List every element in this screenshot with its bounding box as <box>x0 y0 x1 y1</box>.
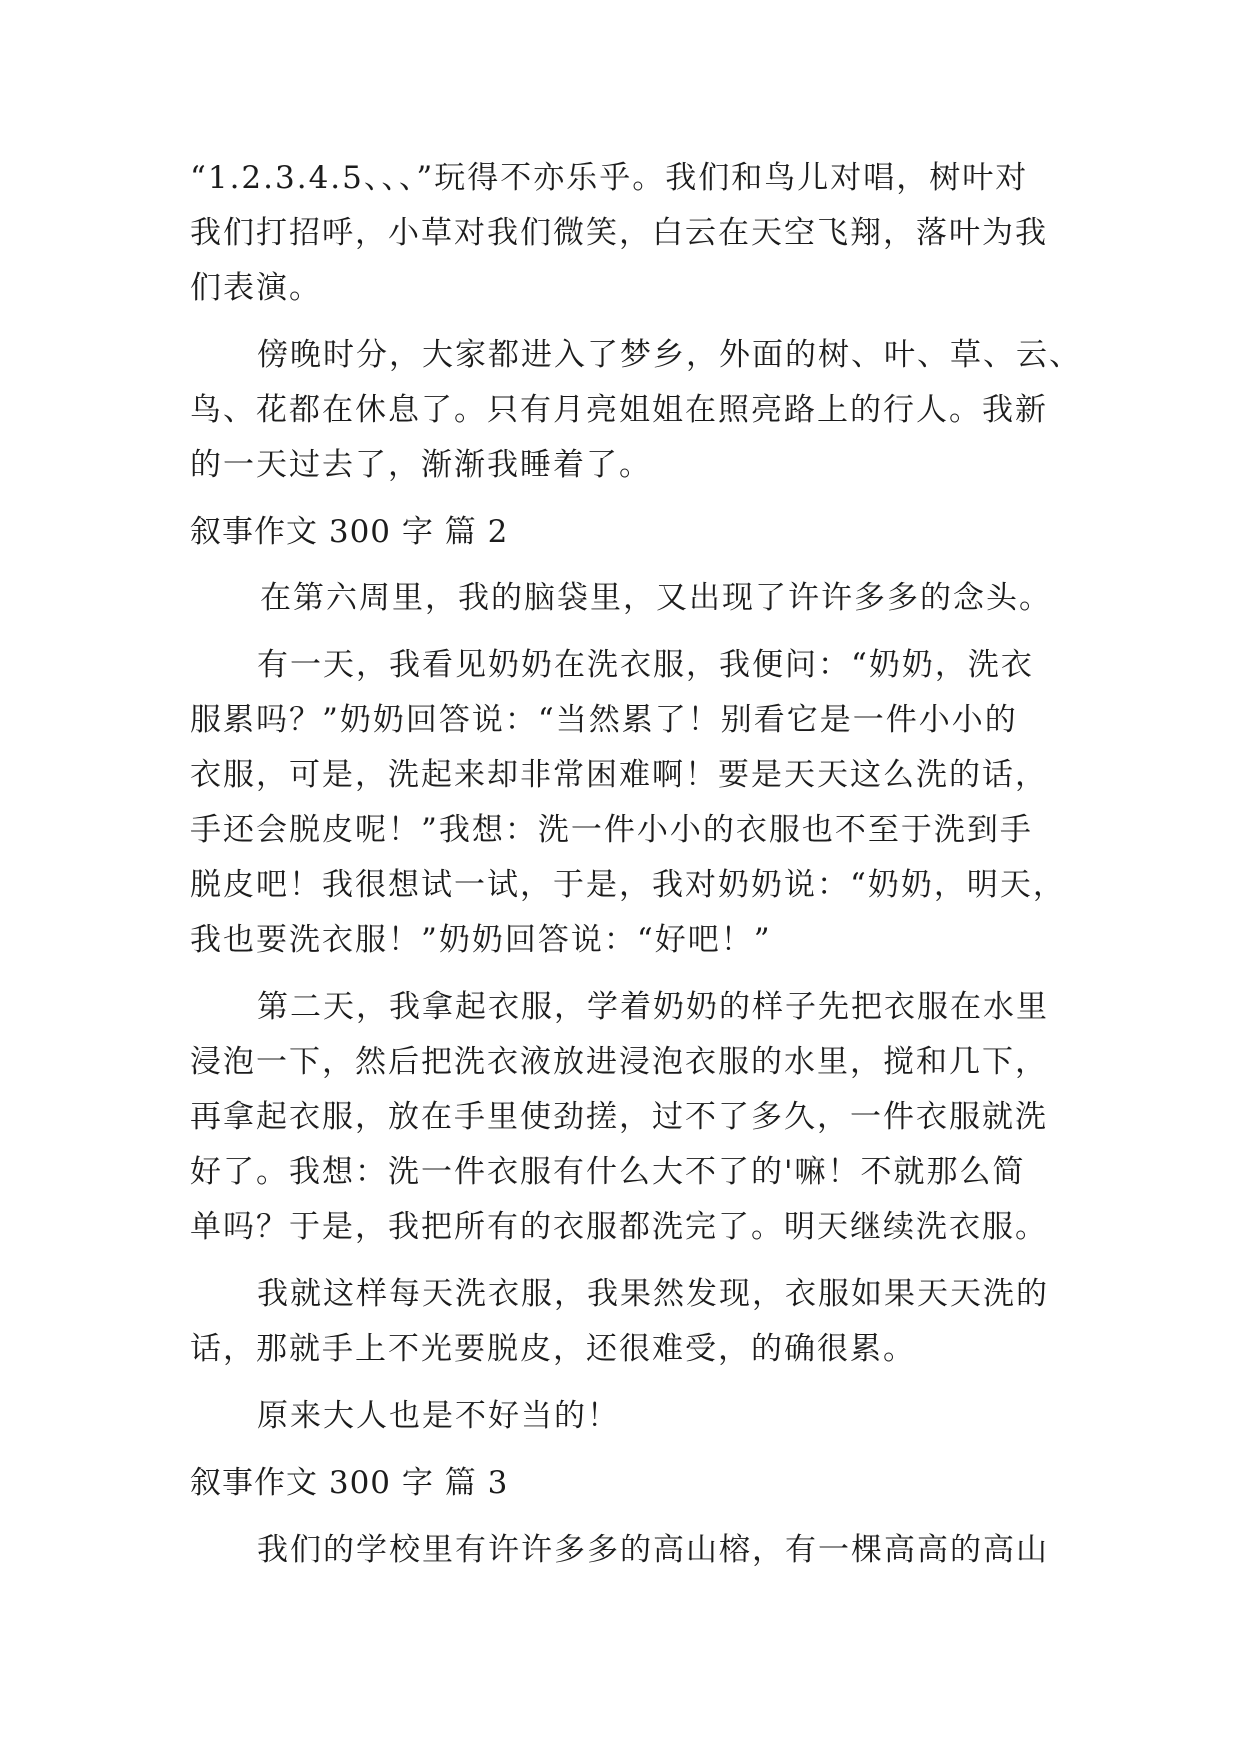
text-line: 衣服，可是，洗起来却非常困难啊！要是天天这么洗的话， <box>190 757 1048 793</box>
text-line: 手还会脱皮呢！”我想：洗一件小小的衣服也不至于洗到手 <box>190 812 1033 848</box>
text-line: 傍晚时分，大家都进入了梦乡，外面的树、叶、草、云、 <box>257 337 1082 373</box>
text-line: 我们打招呼，小草对我们微笑，白云在天空飞翔，落叶为我 <box>190 215 1048 251</box>
text-line: “1.2.3.4.5、、、”玩得不亦乐乎。我们和鸟儿对唱，树叶对 <box>190 160 1029 196</box>
text-line: 好了。我想：洗一件衣服有什么大不了的'嘛！不就那么简 <box>190 1154 1026 1190</box>
text-line: 有一天，我看见奶奶在洗衣服，我便问：“奶奶，洗衣 <box>257 647 1034 683</box>
text-line: 话，那就手上不光要脱皮，还很难受，的确很累。 <box>190 1331 916 1367</box>
text-line: 浸泡一下，然后把洗衣液放进浸泡衣服的水里，搅和几下， <box>190 1044 1048 1080</box>
text-line: 脱皮吧！我很想试一试，于是，我对奶奶说：“奶奶，明天， <box>190 867 1066 903</box>
section-heading: 叙事作文 300 字 篇 3 <box>190 1465 509 1501</box>
text-line: 我也要洗衣服！”奶奶回答说：“好吧！” <box>190 922 772 958</box>
text-line: 我们的学校里有许许多多的高山榕，有一棵高高的高山 <box>257 1532 1049 1568</box>
text-line: 我就这样每天洗衣服，我果然发现，衣服如果天天洗的 <box>257 1276 1049 1312</box>
text-line: 第二天，我拿起衣服，学着奶奶的样子先把衣服在水里 <box>257 989 1049 1025</box>
text-line: 再拿起衣服，放在手里使劲搓，过不了多久，一件衣服就洗 <box>190 1099 1048 1135</box>
text-line: 原来大人也是不好当的！ <box>257 1398 620 1434</box>
text-line: 的一天过去了，渐渐我睡着了。 <box>190 447 652 483</box>
text-line: 服累吗？”奶奶回答说：“当然累了！别看它是一件小小的 <box>190 702 1018 738</box>
section-heading: 叙事作文 300 字 篇 2 <box>190 514 509 550</box>
text-line: 们表演。 <box>190 270 322 306</box>
text-line: 鸟、花都在休息了。只有月亮姐姐在照亮路上的行人。我新 <box>190 392 1048 428</box>
text-line: 单吗？于是，我把所有的衣服都洗完了。明天继续洗衣服。 <box>190 1209 1048 1245</box>
text-line: 在第六周里，我的脑袋里，又出现了许许多多的念头。 <box>260 580 1052 616</box>
